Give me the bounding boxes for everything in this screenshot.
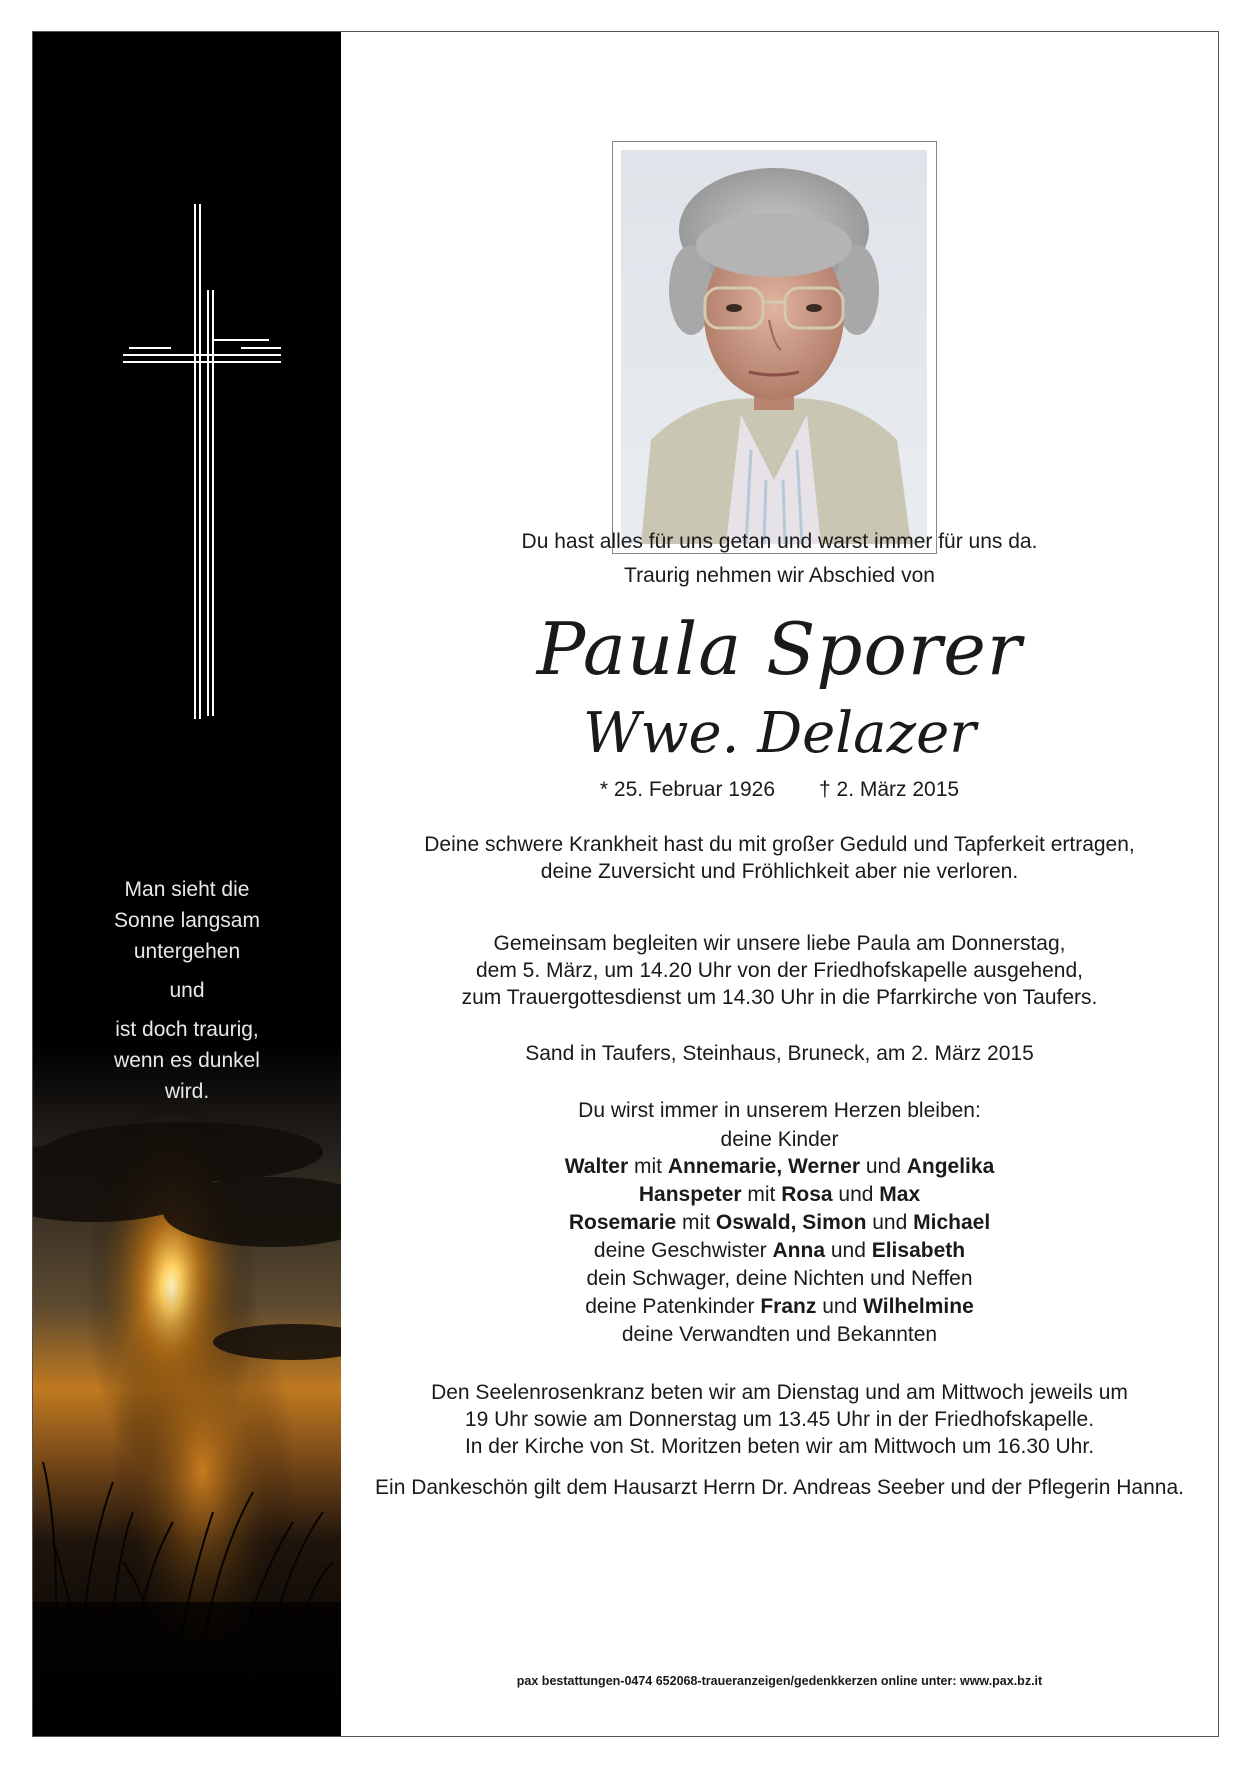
mourners-line: Walter mit Annemarie, Werner und Angelika (564, 1155, 995, 1178)
widow-name: Wwe. Delazer (583, 701, 976, 766)
mourners-line: dein Schwager, deine Nichten und Neffen (586, 1267, 973, 1290)
death-date: † 2. März 2015 (819, 778, 960, 801)
life-dates (341, 775, 1218, 805)
rosary-line: 19 Uhr sowie am Donnerstag um 13.45 Uhr in der Friedhofskapelle. (464, 1408, 1095, 1431)
verse-line: Man sieht die (124, 878, 250, 901)
funeral-line: Gemeinsam begleiten wir unsere liebe Paula am Donnerstag, (493, 932, 1066, 955)
intro-line: Traurig nehmen wir Abschied von (624, 564, 935, 587)
mourners-children: deine Kinder (720, 1128, 839, 1151)
cross-icon (101, 192, 281, 752)
portrait-frame (612, 141, 937, 554)
mourners-line: deine Patenkinder Franz und Wilhelmine (585, 1295, 974, 1318)
thanks-line: Ein Dankeschön gilt dem Hausarzt Herrn Dr. Andreas Seeber und der Pflegerin Hanna. (375, 1476, 1184, 1499)
mourners-line: Hanspeter mit Rosa und Max (638, 1183, 921, 1206)
funeral-line: dem 5. März, um 14.20 Uhr von der Friedhofskapelle ausgehend, (475, 959, 1083, 982)
verse-line: Sonne langsam (114, 909, 260, 932)
verse (33, 874, 341, 1107)
illness-line: deine Zuversicht und Fröhlichkeit aber nie verloren. (540, 860, 1019, 883)
sidebar (33, 32, 341, 1736)
illness-line: Deine schwere Krankheit hast du mit großer Geduld und Tapferkeit ertragen, (424, 833, 1135, 856)
verse-line: untergehen (133, 940, 241, 963)
mourners-intro: Du wirst immer in unserem Herzen bleiben: (578, 1099, 981, 1122)
mourners-line: deine Geschwister Anna und Elisabeth (593, 1239, 966, 1262)
sunset-image (33, 1042, 341, 1736)
footer-text: pax bestattungen-0474 652068-traueranzeigen/gedenkkerzen online unter: www.pax.bz.it (516, 1674, 1043, 1688)
place-date: Sand in Taufers, Steinhaus, Bruneck, am 2. März 2015 (525, 1042, 1034, 1065)
verse-line: wenn es dunkel (114, 1049, 260, 1072)
rosary-line: In der Kirche von St. Moritzen beten wir am Mittwoch um 16.30 Uhr. (464, 1435, 1095, 1458)
verse-line: wird. (164, 1080, 210, 1103)
intro-line: Du hast alles für uns getan und warst immer für uns da. (521, 530, 1038, 553)
mourners-line: Rosemarie mit Oswald, Simon und Michael (568, 1211, 991, 1234)
deceased-name: Paula Sporer (536, 607, 1023, 691)
funeral-line: zum Trauergottesdienst um 14.30 Uhr in die Pfarrkirche von Taufers. (461, 986, 1098, 1009)
verse-line: und (169, 979, 205, 1002)
main-content (341, 32, 1218, 1736)
portrait-photo (621, 150, 927, 544)
verse-line: ist doch traurig, (115, 1018, 259, 1041)
rosary-line: Den Seelenrosenkranz beten wir am Dienstag und am Mittwoch jeweils um (431, 1381, 1128, 1404)
mourners-line: deine Verwandten und Bekannten (621, 1323, 938, 1346)
birth-date: * 25. Februar 1926 (599, 778, 776, 801)
